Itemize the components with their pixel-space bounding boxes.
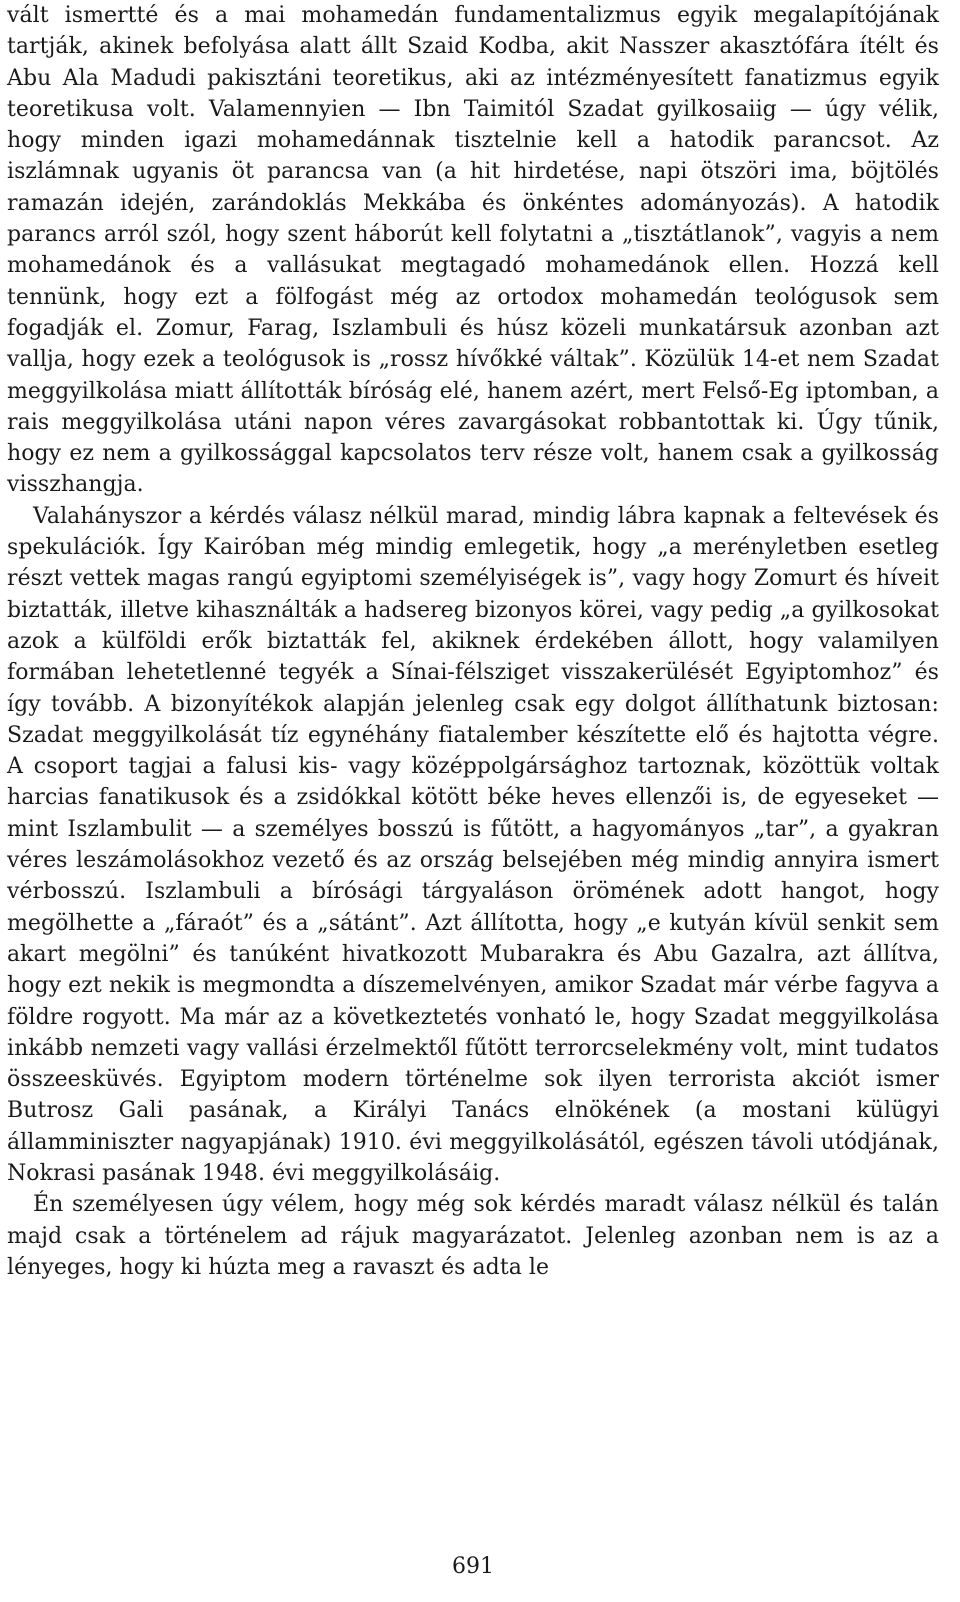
- paragraph-1: vált ismertté és a mai mohamedán fundamentalizmus egyik megalapítójának tartják, akinek befolyása alatt állt Szaid Kodba, akit Nasszer akasztófára ítélt és Abu Ala Madudi pakisztáni teoretikus, aki az intézményesített fanatizmus egyik teoretikusa volt. Valamennyien — Ibn Taimitól Szadat gyilkosaiig — úgy vélik, hogy minden igazi mohamedánnak tisztelnie kell a hatodik parancsot. Az iszlámnak ugyanis öt parancsa van (a hit hirdetése, napi ötszöri ima, böjtölés ramazán idején, zarándoklás Mekkába és önkéntes adományozás). A hatodik parancs arról szól, hogy szent háborút kell folytatni a „tisztátlanok”, vagyis a nem mohamedánok és a vallásukat megtagadó mohamedánok ellen. Hozzá kell tennünk, hogy ezt a fölfogást még az ortodox mohamedán teológusok sem fogadják el. Zomur, Farag, Iszlambuli és húsz közeli munkatársuk azonban azt vallja, hogy ezek a teológusok is „rossz hívőkké váltak”. Közülük 14-et nem Szadat meggyilkolása miatt állították bíróság elé, hanem azért, mert Felső-Eg iptomban, a rais meggyilkolása utáni napon véres zavargásokat robbantottak ki. Úgy tűnik, hogy ez nem a gyilkossággal kapcsolatos terv része volt, hanem csak a gyilkosság visszhangja.: [7, 3, 939, 498]
- page-number: 691: [452, 1554, 494, 1579]
- document-page: [7, 0, 939, 1602]
- paragraph-3: Én személyesen úgy vélem, hogy még sok kérdés maradt válasz nélkül és talán majd csak a történelem ad rájuk magyarázatot. Jelenleg azonban nem is az a lényeges, hogy ki húzta meg a ravaszt és adta le: [7, 1192, 939, 1280]
- paragraph-2: Valahányszor a kérdés válasz nélkül marad, mindig lábra kapnak a feltevések és spekulációk. Így Kairóban még mindig emlegetik, hogy „a merényletben esetleg részt vettek magas rangú egyiptomi személyiségek is”, vagy hogy Zomurt és híveit biztatták, illetve kihasználták a hadsereg bizonyos körei, vagy pedig „a gyilkosokat azok a külföldi erők biztatták fel, akiknek érdekében állott, hogy valamilyen formában lehetetlenné tegyék a Sínai-félsziget visszakerülését Egyiptomhoz” és így tovább. A bizonyítékok alapján jelenleg csak egy dolgot állíthatunk biztosan: Szadat meggyilkolását tíz egynéhány fiatalember készítette elő és hajtotta végre. A csoport tagjai a falusi kis- vagy középpolgársághoz tartoznak, közöttük voltak harcias fanatikusok és a zsidókkal kötött béke heves ellenzői is, de egyeseket — mint Iszlambulit — a személyes bosszú is fűtött, a hagyományos „tar”, a gyakran véres leszámolásokhoz vezető és az ország belsejében még mindig annyira ismert vérbosszú. Iszlambuli a bírósági tárgyaláson örömének adott hangot, hogy megölhette a „fáraót” és a „sátánt”. Azt állította, hogy „e kutyán kívül senkit sem akart megölni” és tanúként hivatkozott Mubarakra és Abu Gazalra, azt állítva, hogy ezt nekik is megmondta a díszemelvényen, amikor Szadat már vérbe fagyva a földre rogyott. Ma már az a következtetés vonható le, hogy Szadat meggyilkolása inkább nemzeti vagy vallási érzelmektől fűtött terrorcselekmény volt, mint tudatos összeesküvés. Egyiptom modern történelme sok ilyen terrorista akciót ismer Butrosz Gali pasának, a Királyi Tanács elnökének (a mostani külügyi államminiszter nagyapjának) 1910. évi meggyilkolásától, egészen távoli utódjának, Nokrasi pasának 1948. évi meggyilkolásáig.: [7, 503, 939, 1186]
